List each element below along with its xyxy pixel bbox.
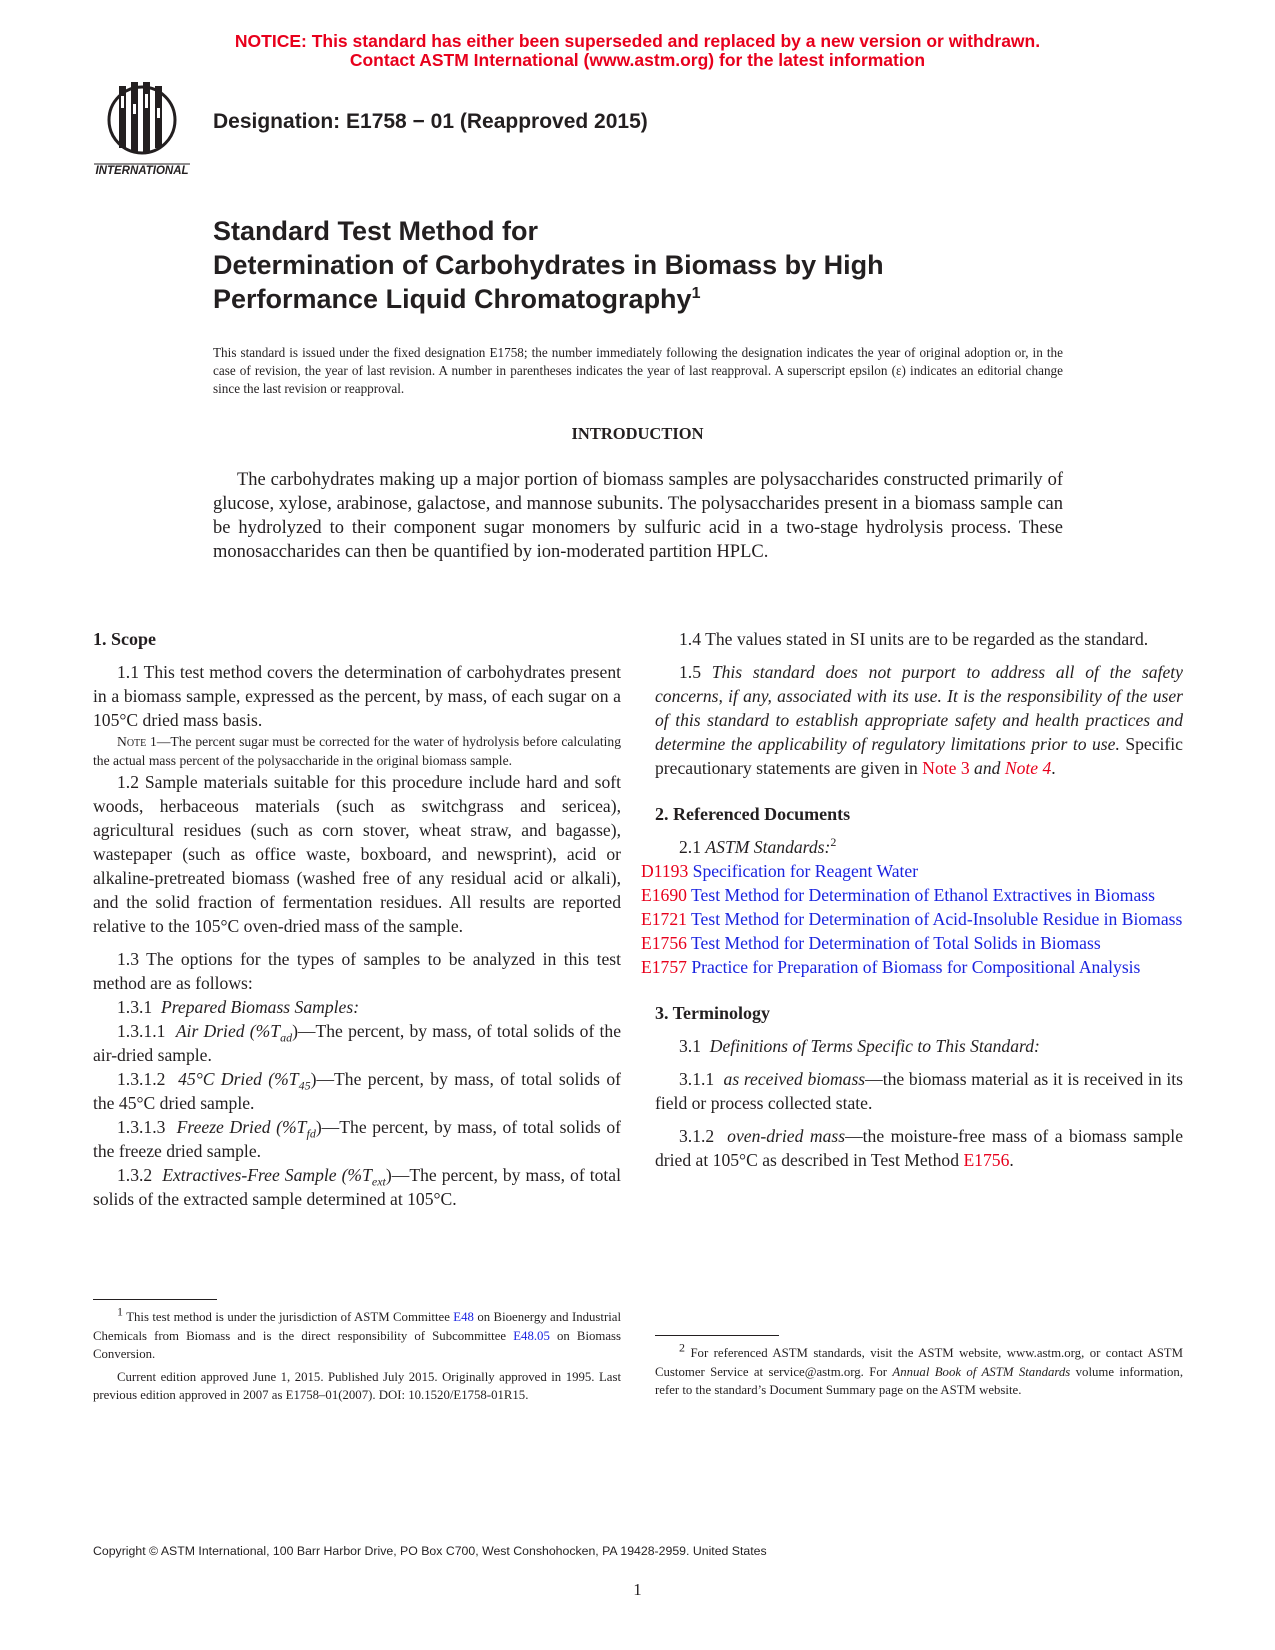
footnote-rule-left xyxy=(93,1299,217,1300)
title-line-2: Determination of Carbohydrates in Biomass by High xyxy=(213,250,884,280)
withdrawal-notice xyxy=(0,32,1275,70)
reference-e1757[interactable]: E1757 Practice for Preparation of Biomass for Compositional Analysis xyxy=(641,957,1141,977)
issuance-statement: This standard is issued under the fixed designation E1758; the number immediately following the designation indicates the year of original adoption or, in the case of revision, the year of last revision. A number in parentheses indicates the year of last reapproval. A superscript epsilon (ε) indicates an editorial change since the last revision or reapproval. xyxy=(213,345,1063,396)
introduction-body: The carbohydrates making up a major portion of biomass samples are polysaccharides constructed primarily of glucose, xylose, arabinose, galactose, and mannose subunits. The polysaccharides present in a biomass sample can be hydrolyzed to their component sugar monomers by sulfuric acid in a two-stage hydrolysis process. These monosaccharides can then be quantified by ion-moderated partition HPLC. xyxy=(213,470,1063,562)
title-line-1: Standard Test Method for xyxy=(213,216,539,246)
title-footnote-mark[interactable]: 1 xyxy=(691,285,701,302)
para-2-1: 2.1 ASTM Standards:$^2$ xyxy=(679,835,837,857)
notice-line-1: NOTICE: This standard has either been superseded and replaced by a new version or withdrawn. xyxy=(234,31,1041,51)
para-1-2: 1.2 Sample materials suitable for this procedure include hard and soft woods, herbaceous materials (such as switchgrass and sericea), agricultural residues (such as corn stover, wheat straw, and bagasse), wastepaper (such as office waste, boxboard, and newsprint), acid or alkaline-pretreated biomass (washed free of any residual acid or alkali), and the solid fraction of fermentation residues. All results are reported relative to the 105°C oven-dried mass of the sample. xyxy=(93,772,621,936)
para-1-4: 1.4 The values stated in SI units are to be regarded as the standard. xyxy=(679,629,1149,649)
footnote-2: $^2$ For referenced ASTM standards, visit the ASTM website, www.astm.org, or contact ASTM Customer Service at service@astm.org. For Annual Book of ASTM Standards volume information, refer to the standard’s Document Summary page on the ASTM website. xyxy=(655,1340,1184,1397)
e48-05-link[interactable]: E48.05 xyxy=(513,1328,550,1343)
para-1-3-2: 1.3.2 Extractives-Free Sample $(\%T_{ext})—The$ percent, by mass, of total solids of the extracted sample determined at 105°C. xyxy=(93,1165,621,1209)
right-column xyxy=(641,627,1184,1172)
para-1-3-1-3: 1.3.1.3 Freeze Dried $(\%T_{fd})—The$ percent, by mass, of total solids of the freeze dried sample. xyxy=(93,1117,622,1161)
left-column xyxy=(93,627,621,1211)
para-3-1-2: 3.1.2 oven-dried mass—the moisture-free mass of a biomass sample dried at 105°C as described in Test Method E1756. xyxy=(655,1126,1184,1170)
para-1-3: 1.3 The options for the types of samples to be analyzed in this test method are as follows: xyxy=(93,949,621,993)
footnote-1: $^1$ This test method is under the jurisdiction of ASTM Committee E48 on Bioenergy and Industrial Chemicals from Biomass and is the direct responsibility of Subcommittee E48.05 on Biomass Conversion. Current edition approved June 1, 2015. Published July 2015. Originally approved in 1995. Last previous edition approved in 2007 as E1758–01(2007). DOI: 10.1520/E1758-01R15. xyxy=(93,1308,621,1405)
para-3-1: 3.1 Definitions of Terms Specific to This Standard: xyxy=(679,1036,1040,1056)
title-line-3: Performance Liquid Chromatography$^1$ xyxy=(213,284,701,314)
reference-e1756[interactable]: E1756 Test Method for Determination of Total Solids in Biomass xyxy=(641,933,1101,953)
reference-e1721[interactable]: E1721 Test Method for Determination of Acid-Insoluble Residue in Biomass xyxy=(641,909,1183,929)
section-1-heading: 1. Scope xyxy=(93,629,156,649)
page-number: 1 xyxy=(633,1580,642,1599)
designation: Designation: E1758 − 01 (Reapproved 2015) xyxy=(213,110,648,133)
copyright-line: Copyright © ASTM International, 100 Barr Harbor Drive, PO Box C700, West Conshohocken, PA 19428-2959. United States xyxy=(93,1544,767,1558)
note-3-link[interactable]: Note 3 xyxy=(922,758,970,778)
e48-link[interactable]: E48 xyxy=(453,1310,474,1324)
note-4-link[interactable]: Note 4 xyxy=(1004,758,1052,778)
introduction-heading: INTRODUCTION xyxy=(571,424,704,443)
footnote-1-edition: Current edition approved June 1, 2015. Published July 2015. Originally approved in 1995. Last previous edition approved in 2007 as E1758–01(2007). DOI: 10.1520/E1758-01R15. xyxy=(93,1369,621,1402)
document-title xyxy=(213,214,1113,316)
para-1-1: 1.1 This test method covers the determination of carbohydrates present in a biomass sample, expressed as the percent, by mass, of each sugar on a 105°C dried mass basis. xyxy=(93,662,621,730)
para-1-5: 1.5 This standard does not purport to address all of the safety concerns, if any, associated with its use. It is the responsibility of the user of this standard to establish appropriate safety and health practices and determine the applicability of regulatory limitations prior to use. Specific precautionary statements are given in Note 3 and Note 4. xyxy=(655,662,1183,778)
logo-subtext: INTERNATIONAL xyxy=(95,165,189,177)
para-1-3-1-2: 1.3.1.2 45°C Dried $(\%T_{45})—The$ percent, by mass, of total solids of the 45°C dried sample. xyxy=(93,1069,621,1113)
section-3-heading: 3. Terminology xyxy=(655,1003,771,1023)
reference-d1193[interactable]: D1193 Specification for Reagent Water xyxy=(641,861,919,881)
astm-international-logo-icon xyxy=(92,82,196,178)
footnote-rule-right xyxy=(655,1335,779,1336)
para-1-3-1-1: 1.3.1.1 Air Dried $(\%T_{ad})—The$ percent, by mass, of total solids of the air-dried sample. xyxy=(93,1021,622,1065)
section-2-heading: 2. Referenced Documents xyxy=(655,804,851,824)
para-3-1-1: 3.1.1 as received biomass—the biomass material as it is received in its field or process collected state. xyxy=(655,1069,1184,1113)
reference-e1690[interactable]: E1690 Test Method for Determination of Ethanol Extractives in Biomass xyxy=(641,885,1155,905)
e1756-link[interactable]: E1756 xyxy=(963,1150,1010,1170)
para-1-3-1: 1.3.1 Prepared Biomass Samples: xyxy=(117,997,360,1017)
note-1: Note 1—The percent sugar must be corrected for the water of hydrolysis before calculating the actual mass percent of the polysaccharide in the original biomass sample. xyxy=(93,734,621,768)
notice-line-2: Contact ASTM International (www.astm.org) for the latest information xyxy=(349,50,926,70)
